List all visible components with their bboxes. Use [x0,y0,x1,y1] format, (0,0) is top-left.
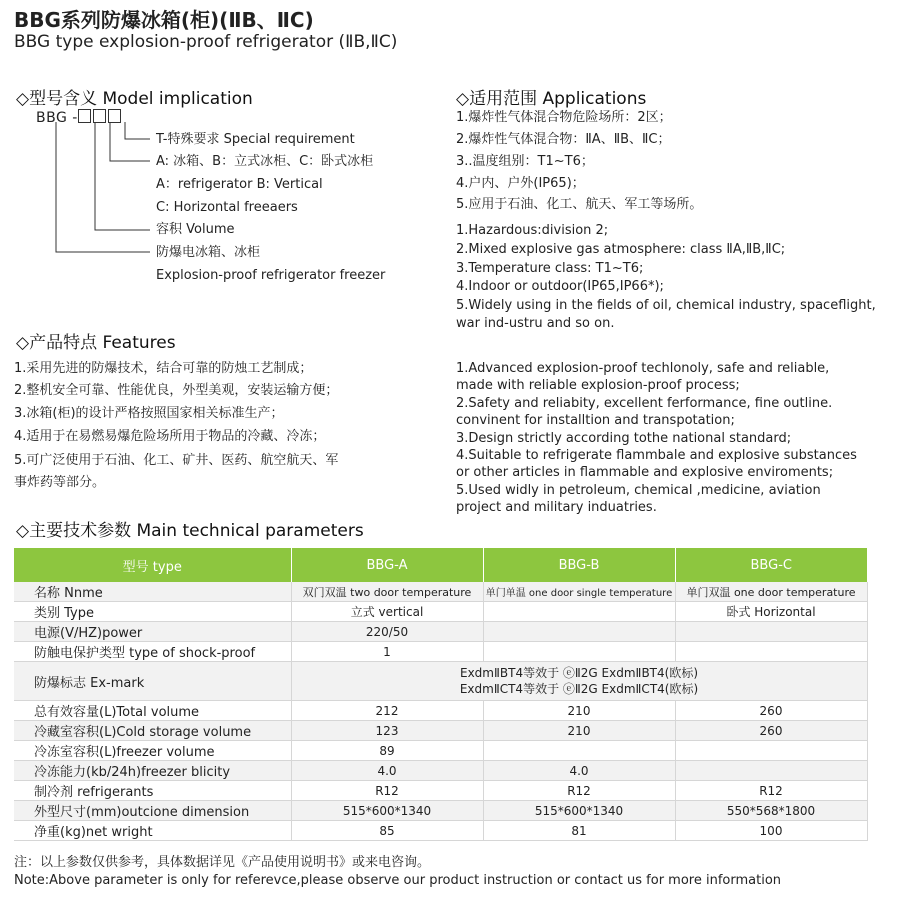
cell-c: 卧式 Horizontal [675,602,867,622]
cell-a: 4.0 [291,761,483,781]
features-cn-6: 事炸药等部分。 [14,475,106,490]
table-row [14,741,867,761]
params-heading: ◇主要技术参数 Main technical parameters [16,521,364,541]
cell-c [675,761,867,781]
row-label: 净重(kg)net wright [14,821,291,841]
features-en-3: 2.Safety and reliabity, excellent ferformance, fine outline. [456,396,833,411]
exmark-line-1: ExdmⅡBT4等效于 ⓔⅡ2G ExdmⅡBT4(欧标) [459,666,699,680]
model-box-3 [108,109,121,123]
cell-a: 双门双温 two door temperature [291,582,483,602]
features-en-2: made with reliable explosion-proof process; [456,378,740,393]
cell-b: 单门单温 one door single temperature [483,582,675,602]
applications-heading: ◇适用范围 Applications [456,89,647,109]
cell-b: 210 [483,721,675,741]
model-line-type-en1: A：refrigerator B: Vertical [156,177,323,192]
cell-b: R12 [483,781,675,801]
cell-a: 89 [291,741,483,761]
row-label: 名称 Nnme [14,582,291,602]
features-en-6: 4.Suitable to refrigerate flammbale and explosive substances [456,448,857,463]
cell-b [483,741,675,761]
features-en-9: project and military induatries. [456,500,657,515]
cell-exmark [291,662,867,701]
table-row [14,622,867,642]
model-line-volume: 容积 Volume [156,222,235,237]
applications-cn-4: 4.户内、户外(IP65)； [456,176,585,191]
features-cn-5: 5.可广泛使用于石油、化工、矿井、医药、航空航天、军 [14,453,339,468]
header-bbg-b: BBG-B [483,548,675,582]
model-box-1 [78,109,91,123]
table-row [14,642,867,662]
applications-cn-5: 5.应用于石油、化工、航天、军工等场所。 [456,197,703,212]
cell-c: 550*568*1800 [675,801,867,821]
page-subtitle: BBG type explosion-proof refrigerator (ⅡB,ⅡC) [14,32,398,52]
applications-en-1: 1.Hazardous:division 2; [456,223,609,238]
row-label: 冷冻能力(kb/24h)freezer blicity [14,761,291,781]
params-table [14,548,868,841]
model-heading: ◇型号含义 Model implication [16,89,253,109]
applications-cn-1: 1.爆炸性气体混合物危险场所：2区； [456,110,672,125]
table-row [14,781,867,801]
row-label: 总有效容量(L)Total volume [14,701,291,721]
model-line-product-en: Explosion-proof refrigerator freezer [156,268,386,283]
note-cn: 注：以上参数仅供参考，具体数据详见《产品使用说明书》或来电咨询。 [14,855,431,870]
cell-a: R12 [291,781,483,801]
model-line-type-en2: C: Horizontal freeaers [156,200,298,215]
cell-b: 210 [483,701,675,721]
applications-en-6: war ind-ustru and so on. [456,316,615,331]
cell-b: 81 [483,821,675,841]
table-row [14,721,867,741]
model-line-type-cn: A: 冰箱、B：立式冰柜、C：卧式冰柜 [156,154,374,169]
header-bbg-c: BBG-C [675,548,867,582]
row-label: 防爆标志 Ex-mark [14,662,291,701]
row-label: 制冷剂 refrigerants [14,781,291,801]
note-en: Note:Above parameter is only for referevce,please observe our product instruction or contact us for more information [14,873,782,888]
model-code-prefix: BBG - [36,110,78,126]
applications-en-4: 4.Indoor or outdoor(IP65,IP66*); [456,279,664,294]
row-label: 外型尺寸(mm)outcione dimension [14,801,291,821]
features-en-1: 1.Advanced explosion-proof techlonoly, safe and reliable, [456,361,830,376]
table-row [14,821,867,841]
applications-cn-3: 3..温度组别：T1~T6； [456,154,594,169]
applications-en-3: 3.Temperature class: T1~T6; [456,261,644,276]
table-row [14,801,867,821]
features-heading: ◇产品特点 Features [16,333,176,353]
model-box-2 [93,109,106,123]
model-line-special: T-特殊要求 Special requirement [156,132,355,147]
cell-a: 212 [291,701,483,721]
cell-c [675,622,867,642]
cell-c: R12 [675,781,867,801]
applications-en-2: 2.Mixed explosive gas atmosphere: class ⅡA,ⅡB,ⅡC; [456,242,786,257]
cell-c: 100 [675,821,867,841]
row-label: 冷冻室容积(L)freezer volume [14,741,291,761]
features-cn-2: 2.整机安全可靠、性能优良，外型美观，安装运输方便； [14,383,339,398]
table-row [14,701,867,721]
cell-c [675,741,867,761]
row-label: 电源(V/HZ)power [14,622,291,642]
features-cn-4: 4.适用于在易燃易爆危险场所用于物品的冷藏、冷冻； [14,429,326,444]
cell-c [675,642,867,662]
table-row-exmark [14,662,867,701]
features-en-7: or other articles in flammable and explosive enviroments; [456,465,834,480]
cell-a: 123 [291,721,483,741]
row-label: 类别 Type [14,602,291,622]
table-row [14,602,867,622]
features-cn-3: 3.冰箱(柜)的设计严格按照国家相关标准生产； [14,406,284,421]
row-label: 冷藏室容积(L)Cold storage volume [14,721,291,741]
cell-b [483,602,675,622]
table-row [14,761,867,781]
cell-a: 1 [291,642,483,662]
cell-a: 515*600*1340 [291,801,483,821]
cell-c: 260 [675,721,867,741]
cell-a: 立式 vertical [291,602,483,622]
cell-c: 单门双温 one door temperature [675,582,867,602]
table-header-row [14,548,867,582]
cell-b [483,622,675,642]
cell-a: 220/50 [291,622,483,642]
cell-c: 260 [675,701,867,721]
cell-b [483,642,675,662]
model-code [36,109,123,126]
features-en-4: convinent for installtion and transpotation; [456,413,735,428]
header-bbg-a: BBG-A [291,548,483,582]
features-en-8: 5.Used widly in petroleum, chemical ,medicine, aviation [456,483,821,498]
features-en-5: 3.Design strictly according tothe national standard; [456,431,792,446]
applications-cn-2: 2.爆炸性气体混合物：ⅡA、ⅡB、ⅡC； [456,132,671,147]
applications-en-5: 5.Widely using in the fields of oil, chemical industry, spaceflight, [456,298,876,313]
cell-b: 4.0 [483,761,675,781]
row-label: 防触电保护类型 type of shock-proof [14,642,291,662]
features-cn-1: 1.采用先进的防爆技术，结合可靠的防烛工艺制成； [14,361,313,376]
cell-a: 85 [291,821,483,841]
page-title: BBG系列防爆冰箱(柜)(ⅡB、ⅡC) [14,8,314,32]
table-row [14,582,867,602]
header-type: 型号 type [14,548,291,582]
model-line-product-cn: 防爆电冰箱、冰柜 [156,245,261,260]
cell-b: 515*600*1340 [483,801,675,821]
exmark-line-2: ExdmⅡCT4等效于 ⓔⅡ2G ExdmⅡCT4(欧标) [459,682,699,696]
